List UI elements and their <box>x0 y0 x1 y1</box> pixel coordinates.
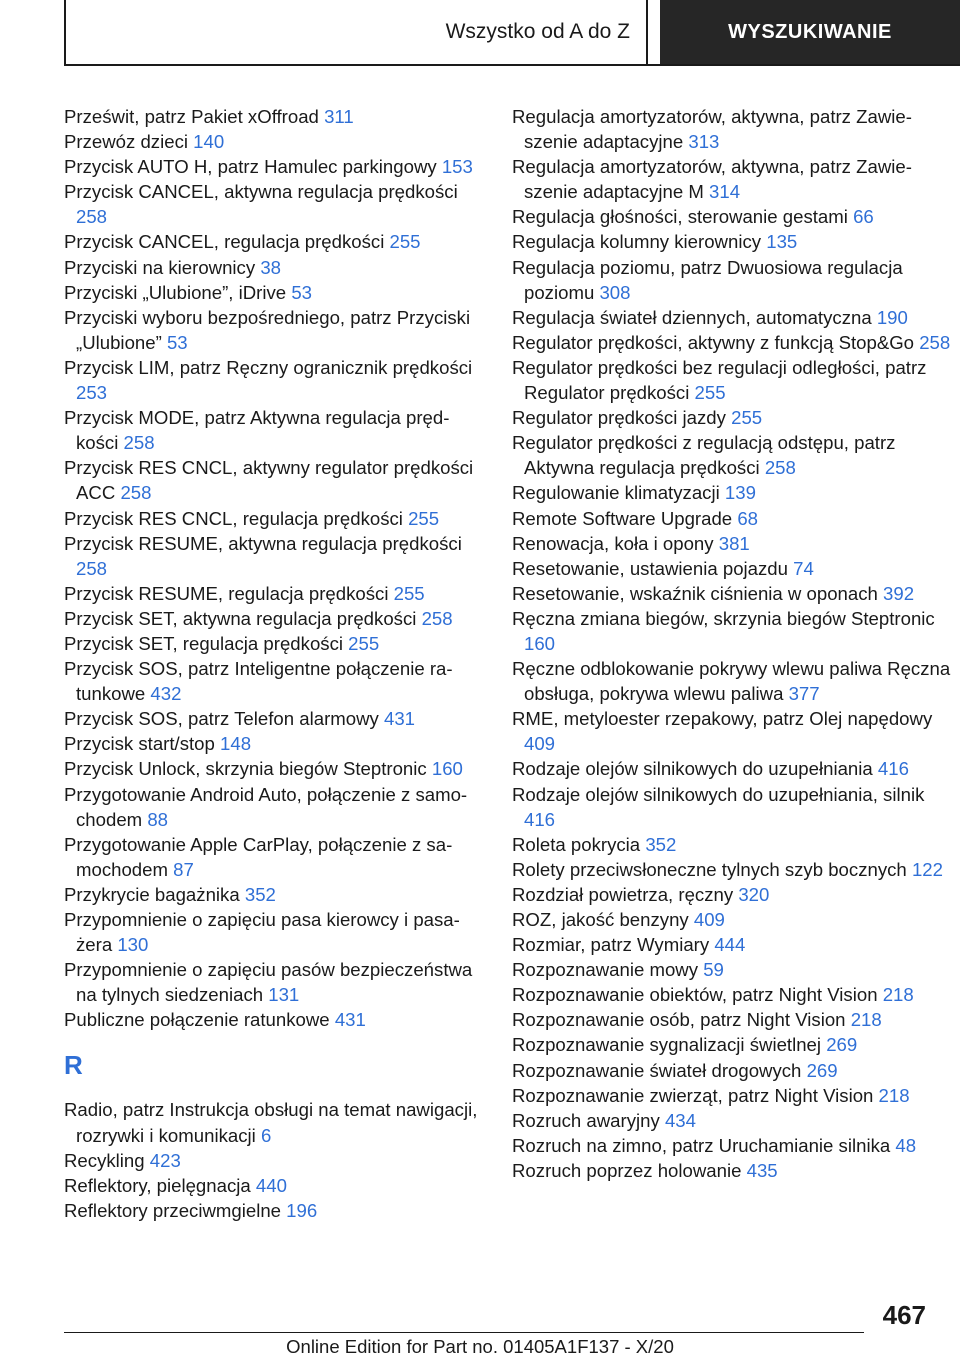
index-entry <box>512 531 958 556</box>
index-entry-page-link[interactable]: 313 <box>688 131 720 153</box>
index-entry-text: Ręczne odblokowanie pokrywy wlewu paliwa Ręczna obsługa, pokrywa wlewu paliwa <box>512 658 951 705</box>
index-entry-text: Rozruch poprzez holowanie <box>512 1159 747 1181</box>
index-column-right <box>512 104 958 1183</box>
index-entry-text: Przypomnienie o zapięciu pasa kierowcy i pasażera <box>64 909 460 956</box>
index-entry-page-link[interactable]: 68 <box>737 507 758 529</box>
index-entry-page-link[interactable]: 416 <box>877 758 909 780</box>
index-entry-text: Przycisk MODE, patrz Aktywna regulacja prędkości <box>64 407 450 454</box>
index-entry-text: Resetowanie, ustawienia pojazdu <box>512 557 794 579</box>
index-entry <box>64 832 484 882</box>
index-entry-text: Rozpoznawanie sygnalizacji świetlnej <box>512 1034 827 1056</box>
index-entry-text: Przycisk SOS, patrz Telefon alarmowy <box>64 708 384 730</box>
index-entry-page-link[interactable]: 74 <box>793 557 814 579</box>
index-entry <box>64 756 484 781</box>
index-entry-page-link[interactable]: 352 <box>244 883 276 905</box>
index-entry-page-link[interactable]: 140 <box>193 131 225 153</box>
index-entry <box>64 405 484 455</box>
tab-wyszukiwanie[interactable]: WYSZUKIWANIE <box>660 0 960 64</box>
index-entry-page-link[interactable]: 434 <box>664 1109 696 1131</box>
index-entry <box>64 656 484 706</box>
index-entry-text: Resetowanie, wskaźnik ciśnienia w oponach <box>512 582 884 604</box>
index-entry-text: Przycisk SET, regulacja prędkości <box>64 632 349 654</box>
index-entry-text: Przyciski wyboru bezpośredniego, patrz Przyciski „Ulubione” <box>64 306 471 353</box>
index-entry-page-link[interactable]: 416 <box>524 808 556 830</box>
index-entry-text: Reflektory, pielęgnacja <box>64 1174 256 1196</box>
index-entry <box>64 706 484 731</box>
index-entry-page-link[interactable]: 59 <box>703 959 724 981</box>
index-entry-page-link[interactable]: 66 <box>853 206 874 228</box>
index-entry-page-link[interactable]: 153 <box>441 156 473 178</box>
footer-text: Online Edition for Part no. 01405A1F137 - X/20 <box>286 1336 674 1357</box>
index-entry <box>512 782 958 832</box>
index-entry-text: Przycisk Unlock, skrzynia biegów Steptronic <box>64 758 432 780</box>
index-entry-page-link[interactable]: 160 <box>524 632 556 654</box>
index-entry-page-link[interactable]: 218 <box>850 1009 882 1031</box>
index-entry-text: Przyciski na kierownicy <box>64 256 261 278</box>
index-entry-text: Przygotowanie Android Auto, połączenie z samochodem <box>64 783 468 830</box>
index-entry-text: Przycisk RES CNCL, aktywny regulator prędkości ACC <box>64 457 474 504</box>
index-entry-page-link[interactable]: 269 <box>826 1034 858 1056</box>
index-entry <box>512 982 958 1007</box>
index-entry-page-link[interactable]: 311 <box>324 106 354 127</box>
index-entry-text: Rozpoznawanie osób, patrz Night Vision <box>512 1009 851 1031</box>
index-entry-page-link[interactable]: 258 <box>764 457 796 479</box>
header-divider <box>64 64 960 66</box>
index-entry <box>512 581 958 606</box>
index-entry-page-link[interactable]: 196 <box>286 1199 318 1221</box>
index-entry-text: Regulacja poziomu, patrz Dwuosiowa regulacja poziomu <box>512 256 903 303</box>
index-entry <box>64 506 484 531</box>
index-entry-page-link[interactable]: 160 <box>431 758 463 780</box>
index-entry-text: Przycisk SOS, patrz Inteligentne połączenie ratunkowe <box>64 658 453 705</box>
index-entry <box>64 154 484 179</box>
index-entry-page-link[interactable]: 308 <box>599 281 631 303</box>
index-entry-text: Regulacja kolumny kierownicy <box>512 231 767 253</box>
index-entry-page-link[interactable]: 190 <box>876 306 908 328</box>
index-entry-text: Regulacja świateł dziennych, automatyczna <box>512 306 877 328</box>
index-entry-page-link[interactable]: 255 <box>389 231 421 253</box>
index-entry-page-link[interactable]: 314 <box>709 181 741 203</box>
index-entry-page-link[interactable]: 48 <box>895 1134 917 1156</box>
index-entry-text: Przycisk LIM, patrz Ręczny ogranicznik prędkości <box>64 356 473 378</box>
index-entry-page-link[interactable]: 435 <box>746 1159 778 1181</box>
index-entry-page-link[interactable]: 258 <box>76 557 108 579</box>
index-entry-page-link[interactable]: 38 <box>260 256 282 278</box>
index-entry-page-link[interactable]: 135 <box>766 231 798 253</box>
index-entry <box>64 731 484 756</box>
index-entry <box>512 204 958 229</box>
index-entry-text: Publiczne połączenie ratunkowe <box>64 1009 335 1031</box>
index-entry <box>64 455 484 505</box>
index-entry-page-link[interactable]: 139 <box>724 482 756 504</box>
index-entry <box>64 1173 484 1198</box>
footer-divider <box>64 1332 864 1333</box>
index-entry-text: Radio, patrz Instrukcja obsługi na temat nawigacji, rozrywki i komunikacji <box>64 1099 478 1146</box>
index-entry-text: Przypomnienie o zapięciu pasów bezpieczeństwa na tylnych siedzeniach <box>64 959 473 1006</box>
index-entry-text: Przycisk RESUME, regulacja prędkości <box>64 582 394 604</box>
index-entry-page-link[interactable]: 53 <box>291 281 312 303</box>
index-entry <box>512 506 958 531</box>
index-entry <box>64 907 484 957</box>
index-entry-text: Rozruch awaryjny <box>512 1109 665 1131</box>
index-entry-page-link[interactable]: 409 <box>693 909 725 930</box>
index-entry <box>64 280 484 305</box>
index-entry-page-link[interactable]: 258 <box>421 607 453 629</box>
index-entry-page-link[interactable]: 423 <box>149 1149 181 1171</box>
index-entry-text: RME, metyloester rzepakowy, patrz Olej napędowy <box>512 708 933 730</box>
index-entry-text: Przycisk CANCEL, regulacja prędkości <box>64 231 390 253</box>
index-entry <box>64 305 484 355</box>
index-entry-text: Regulator prędkości bez regulacji odległości, patrz Regulator prędkości <box>512 356 927 404</box>
index-entry-text: Regulacja amortyzatorów, aktywna, patrz Zawieszenie adaptacyjne <box>512 106 912 153</box>
index-entry-text: Przycisk CANCEL, aktywna regulacja prędkości <box>64 181 458 203</box>
index-entry-text: Rozpoznawanie obiektów, patrz Night Vision <box>512 984 883 1006</box>
index-entry-page-link[interactable]: 258 <box>919 331 951 353</box>
index-entry-text: Przycisk RES CNCL, regulacja prędkości <box>64 507 409 529</box>
index-entry-text: Ręczna zmiana biegów, skrzynia biegów Steptronic <box>512 607 935 629</box>
index-entry <box>64 104 484 129</box>
index-entry <box>64 179 484 229</box>
index-entry <box>512 606 958 656</box>
index-entry-page-link[interactable]: 444 <box>714 934 746 956</box>
index-entry-page-link[interactable]: 122 <box>911 858 943 880</box>
index-entry-text: ROZ, jakość benzyny <box>512 909 694 930</box>
index-entry-text: Regulator prędkości jazdy <box>512 407 732 429</box>
index-entry <box>512 706 958 756</box>
index-entry-text: Regulacja głośności, sterowanie gestami <box>512 206 854 228</box>
tab-wszystko-od-a-do-z[interactable]: Wszystko od A do Z <box>64 0 648 64</box>
index-entry-text: Przykrycie bagażnika <box>64 883 245 905</box>
index-entry <box>512 430 958 480</box>
index-entry-text: Regulowanie klimatyzacji <box>512 482 725 504</box>
index-entry-text: Rozpoznawanie mowy <box>512 959 704 981</box>
index-entry-page-link[interactable]: 130 <box>117 934 149 956</box>
index-entry-text: Reflektory przeciwmgielne <box>64 1199 287 1221</box>
index-entry <box>64 355 484 405</box>
index-entry <box>512 932 958 957</box>
index-entry-text: Prześwit, patrz Pakiet xOffroad <box>64 106 325 127</box>
index-entry <box>512 330 958 355</box>
index-entry <box>512 907 958 932</box>
index-entry <box>512 857 958 882</box>
index-entry <box>512 1108 958 1133</box>
index-entry-page-link[interactable]: 377 <box>788 683 820 705</box>
index-entry <box>64 631 484 656</box>
index-entry <box>512 229 958 254</box>
index-entry-text: Przycisk AUTO H, patrz Hamulec parkingowy <box>64 156 442 178</box>
index-entry <box>64 1148 484 1173</box>
index-entry-text: Rozpoznawanie zwierząt, patrz Night Vision <box>512 1084 879 1106</box>
index-entry <box>512 556 958 581</box>
index-entry-page-link[interactable]: 381 <box>718 532 750 554</box>
index-entry-page-link[interactable]: 6 <box>260 1124 272 1146</box>
index-entry <box>512 656 958 706</box>
index-entry <box>512 305 958 330</box>
index-entry <box>512 154 958 204</box>
index-entry-page-link[interactable]: 269 <box>806 1059 838 1081</box>
index-entry <box>512 1032 958 1057</box>
index-entry-text: Rolety przeciwsłoneczne tylnych szyb bocznych <box>512 858 912 880</box>
index-entry <box>512 1158 958 1183</box>
index-entry-text: Przycisk SET, aktywna regulacja prędkości <box>64 607 422 629</box>
index-entry-page-link[interactable]: 392 <box>883 582 915 604</box>
index-entry-page-link[interactable]: 432 <box>150 683 182 705</box>
index-entry-text: Przyciski „Ulubione”, iDrive <box>64 281 292 303</box>
index-entry-page-link[interactable]: 53 <box>166 331 188 353</box>
index-entry-page-link[interactable]: 253 <box>76 382 108 404</box>
index-entry <box>512 480 958 505</box>
index-entry-text: Przygotowanie Apple CarPlay, połączenie z samochodem <box>64 833 453 880</box>
index-entry <box>64 129 484 154</box>
index-entry <box>64 531 484 581</box>
index-entry-page-link[interactable]: 255 <box>694 382 726 404</box>
index-entry-text: Przycisk start/stop <box>64 733 221 755</box>
index-entry-page-link[interactable]: 88 <box>147 808 169 830</box>
index-entry <box>512 405 958 430</box>
index-entry <box>64 606 484 631</box>
index-entry-text: Regulacja amortyzatorów, aktywna, patrz Zawieszenie adaptacyjne M <box>512 156 912 203</box>
index-entry <box>64 1097 484 1147</box>
index-entry <box>512 832 958 857</box>
index-entry <box>64 1007 484 1032</box>
index-entry <box>512 1083 958 1108</box>
index-entry-text: Rozruch na zimno, patrz Uruchamianie silnika <box>512 1134 896 1156</box>
index-entry <box>512 104 958 154</box>
index-entry <box>512 255 958 305</box>
index-entry <box>64 229 484 254</box>
index-entry <box>512 1007 958 1032</box>
index-entry-page-link[interactable]: 409 <box>524 733 556 755</box>
index-entry-text: Roleta pokrycia <box>512 833 646 855</box>
index-entry <box>512 957 958 982</box>
index-entry-page-link[interactable]: 255 <box>348 632 380 654</box>
index-entry <box>64 957 484 1007</box>
index-entry-page-link[interactable]: 258 <box>76 206 108 228</box>
index-entry <box>64 882 484 907</box>
index-entry-page-link[interactable]: 218 <box>878 1084 910 1106</box>
index-list-right <box>512 104 958 1183</box>
index-entry-page-link[interactable]: 255 <box>731 407 763 429</box>
index-entry-text: Regulator prędkości, aktywny z funkcją Stop&Go <box>512 331 920 353</box>
index-entry-page-link[interactable]: 352 <box>645 833 677 855</box>
index-entry-page-link[interactable]: 258 <box>123 432 155 454</box>
index-entry-page-link[interactable]: 258 <box>120 482 152 504</box>
index-entry-text: Rodzaje olejów silnikowych do uzupełniania, silnik <box>512 783 925 805</box>
index-entry <box>64 255 484 280</box>
index-list-left-r <box>64 1097 484 1222</box>
index-entry-page-link[interactable]: 440 <box>255 1174 287 1196</box>
index-entry-text: Rozmiar, patrz Wymiary <box>512 934 715 956</box>
index-entry-page-link[interactable]: 320 <box>738 883 770 905</box>
index-entry <box>512 1058 958 1083</box>
index-entry-text: Rozpoznawanie świateł drogowych <box>512 1059 807 1081</box>
index-entry-page-link[interactable]: 431 <box>384 708 416 730</box>
index-entry-page-link[interactable]: 131 <box>268 984 300 1006</box>
index-entry-page-link[interactable]: 218 <box>882 984 914 1006</box>
index-entry <box>512 355 958 405</box>
index-entry-text: Regulator prędkości z regulacją odstępu, patrz Aktywna regulacja prędkości <box>512 432 896 479</box>
index-column-left <box>64 104 484 1223</box>
section-letter: R <box>64 1050 83 1081</box>
page-number: 467 <box>882 1300 926 1330</box>
index-entry-text: Recykling <box>64 1149 150 1171</box>
index-entry-text: Remote Software Upgrade <box>512 507 738 529</box>
index-entry-text: Rodzaje olejów silnikowych do uzupełniania <box>512 758 878 780</box>
index-entry-page-link[interactable]: 431 <box>334 1009 366 1031</box>
index-entry <box>64 581 484 606</box>
index-entry <box>512 756 958 781</box>
index-entry-text: Rozdział powietrza, ręczny <box>512 883 739 905</box>
index-entry <box>512 882 958 907</box>
index-entry <box>64 782 484 832</box>
index-entry-text: Przewóz dzieci <box>64 131 194 153</box>
index-entry <box>64 1198 484 1223</box>
index-entry <box>512 1133 958 1158</box>
index-entry-page-link[interactable]: 255 <box>408 507 440 529</box>
index-entry-text: Renowacja, koła i opony <box>512 532 719 554</box>
index-entry-page-link[interactable]: 87 <box>173 858 194 880</box>
index-list-left <box>64 104 484 1032</box>
index-entry-text: Przycisk RESUME, aktywna regulacja prędkości <box>64 532 462 554</box>
index-entry-page-link[interactable]: 255 <box>393 582 425 604</box>
index-entry-page-link[interactable]: 148 <box>220 733 252 755</box>
